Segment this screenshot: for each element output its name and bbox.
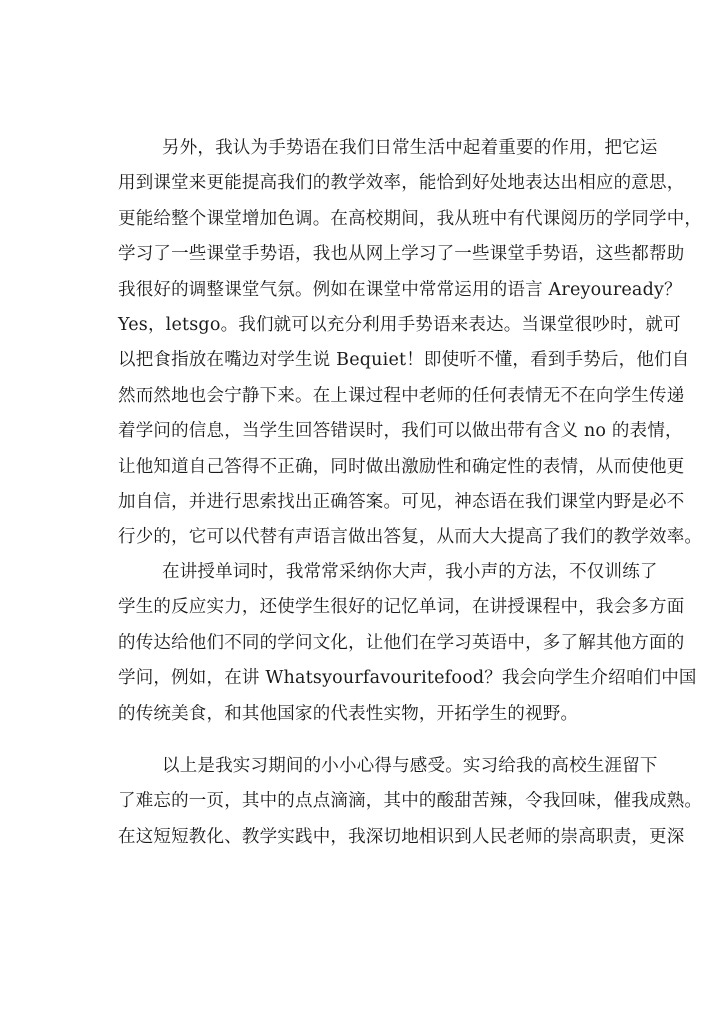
- text-line: 行少的，它可以代替有声语言做出答复，从而大大提高了我们的教学效率。: [118, 527, 703, 548]
- text-line: 以上是我实习期间的小小心得与感受。实习给我的高校生涯留下: [162, 756, 658, 776]
- text-line: 用到课堂来更能提高我们的教学效率，能恰到好处地表达出相应的意思，: [118, 173, 685, 194]
- text-line: 学习了一些课堂手势语，我也从网上学习了一些课堂手势语，这些都帮助: [118, 244, 685, 265]
- paragraph-gesture-language: [118, 131, 703, 556]
- text-line: 加自信，并进行思索找出正确答案。可见，神态语在我们课堂内野是必不: [118, 491, 685, 512]
- text-line: 在这短短教化、教学实践中，我深切地相识到人民老师的崇高职责，更深: [118, 826, 685, 847]
- text-line: 更能给整个课堂增加色调。在高校期间，我从班中有代课阅历的学同学中，: [118, 208, 703, 229]
- text-line: 的传统美食，和其他国家的代表性实物，开拓学生的视野。: [118, 703, 579, 724]
- text-line: 的传达给他们不同的学问文化，让他们在学习英语中，多了解其他方面的: [118, 632, 685, 653]
- text-line: 让他知道自己答得不正确，同时做出激励性和确定性的表情，从而使他更: [118, 456, 685, 477]
- text-line: 学生的反应实力，还使学生很好的记忆单词，在讲授课程中，我会多方面: [118, 597, 685, 618]
- paragraph-internship-summary: [118, 749, 703, 855]
- text-line: 在讲授单词时，我常常采纳你大声，我小声的方法，不仅训练了: [162, 562, 658, 582]
- text-line: 我很好的调整课堂气氛。例如在课堂中常常运用的语言 Areyouready？: [118, 279, 682, 300]
- text-line: 以把食指放在嘴边对学生说 Bequiet！即使听不懂，看到手势后，他们自: [118, 350, 690, 371]
- text-line: Yes，letsgo。我们就可以充分利用手势语来表达。当课堂很吵时，就可: [118, 314, 681, 335]
- paragraph-vocabulary-teaching: [118, 555, 697, 732]
- text-line: 然而然地也会宁静下来。在上课过程中老师的任何表情无不在向学生传递: [118, 385, 685, 406]
- text-line: 了难忘的一页，其中的点点滴滴，其中的酸甜苦辣，令我回味，催我成熟。: [118, 791, 703, 812]
- text-line: 着学问的信息，当学生回答错误时，我们可以做出带有含义 no 的表情，: [118, 421, 683, 442]
- text-line: 学问，例如，在讲 Whatsyourfavouritefood？我会向学生介绍咱们中国: [118, 668, 697, 689]
- text-line: 另外，我认为手势语在我们日常生活中起着重要的作用，把它运: [162, 138, 658, 158]
